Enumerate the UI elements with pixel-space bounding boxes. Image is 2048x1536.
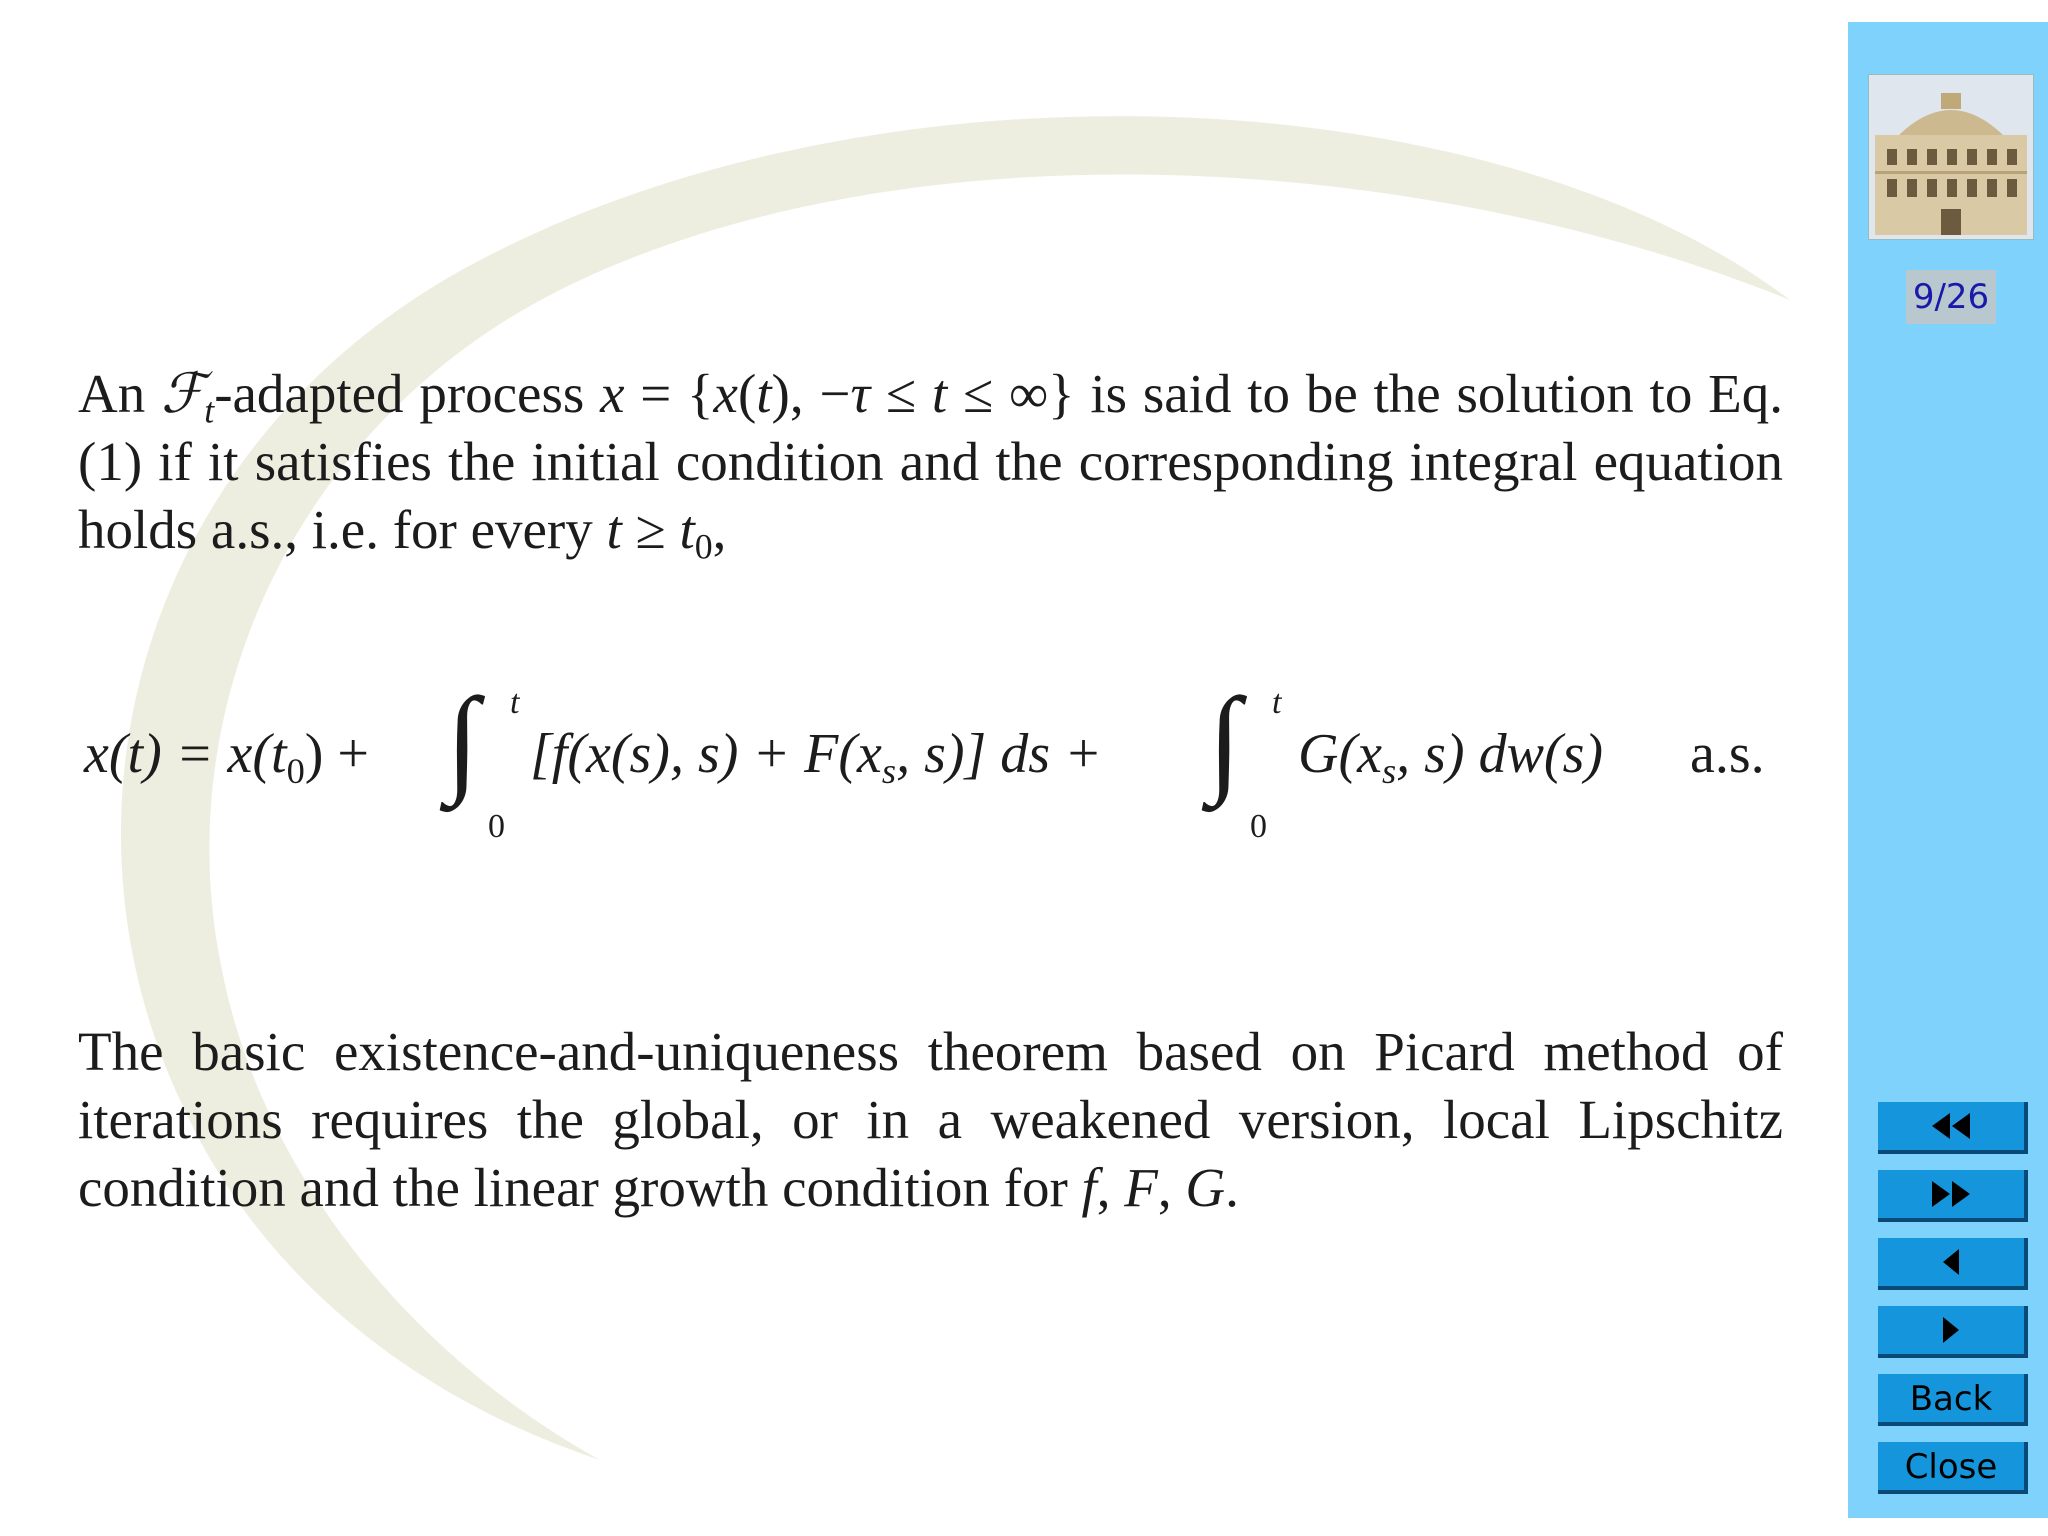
double-left-arrow-icon [1928, 1111, 1974, 1141]
integral-sign-2: ∫ [1208, 673, 1241, 806]
integral-sign-1: ∫ [446, 673, 479, 806]
integral-equation [78, 673, 1783, 845]
right-arrow-icon [1939, 1315, 1963, 1345]
navigation-sidebar [1848, 22, 2048, 1518]
last-page-button[interactable] [1878, 1170, 2028, 1222]
almost-surely-label: a.s. [1690, 723, 1765, 785]
integral-2-upper-limit: t [1272, 684, 1282, 721]
picard-theorem-paragraph: The basic existence-and-uniqueness theorem based on Picard method of iterations requires the global, or in a weakened version, local Lipschitz condition and the linear growth condition for f, F, G. [78, 1021, 1783, 1218]
integral-1-upper-limit: t [510, 684, 520, 721]
integrand-2: $G(x_s$, s) dw(s) [1298, 723, 1604, 791]
close-button[interactable]: Close [1878, 1442, 2028, 1494]
first-page-button[interactable] [1878, 1102, 2028, 1154]
equation-lhs: $x(t) = x(t_0)$ + [84, 723, 369, 791]
back-button[interactable]: Back [1878, 1374, 2028, 1426]
next-page-button[interactable] [1878, 1306, 2028, 1358]
integral-2-lower-limit: 0 [1250, 808, 1267, 845]
page-indicator: 9/26 [1906, 270, 1996, 324]
left-arrow-icon [1939, 1247, 1963, 1277]
integrand-1: [f(x(s), $s) + F(x_s$, s)] ds + [530, 723, 1102, 791]
university-building-logo [1868, 74, 2034, 240]
integral-1-lower-limit: 0 [488, 808, 505, 845]
previous-page-button[interactable] [1878, 1238, 2028, 1290]
solution-definition-paragraph: An ℱ$_t$-adapted process x = {x(t), −τ ≤ t ≤ ∞} is said to be the solution to Eq. (1) if it satisfies the initial condition and the corresponding integral equation holds a.s., i.e. for every $t \ge t_0$, [78, 363, 1783, 567]
double-right-arrow-icon [1928, 1179, 1974, 1209]
